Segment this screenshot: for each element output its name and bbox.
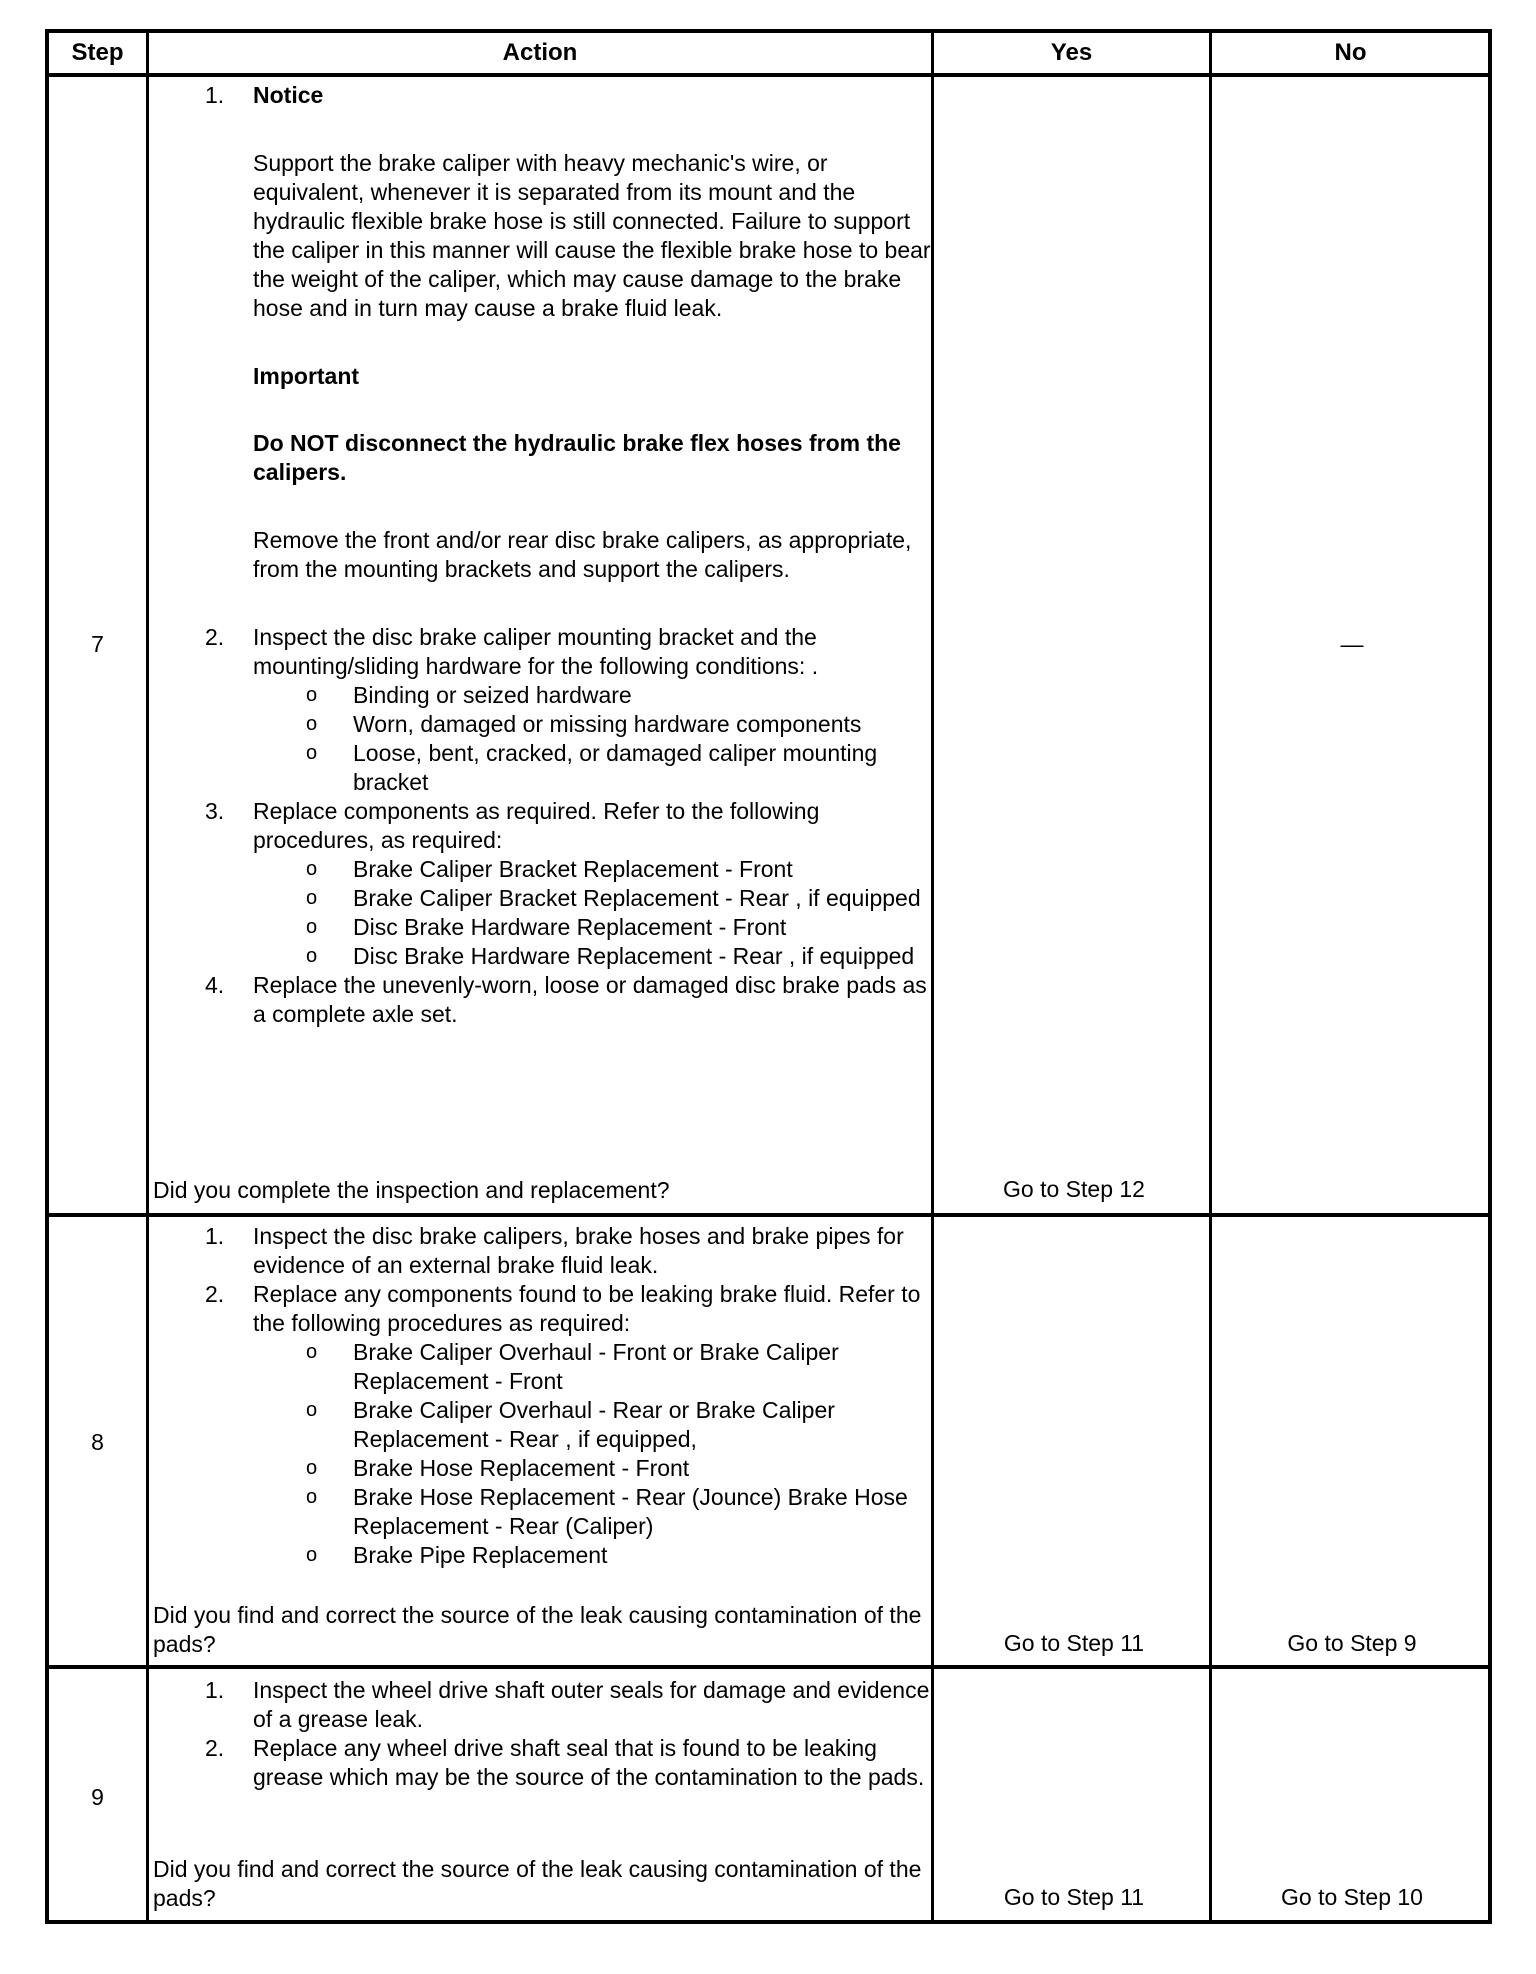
sub-list-item xyxy=(149,681,931,710)
sub-list-item-text: Brake Caliper Bracket Replacement - Front xyxy=(353,856,793,882)
step-number: 8 xyxy=(91,1429,104,1455)
list-number: 2. xyxy=(205,624,225,650)
bullet-icon: o xyxy=(306,1486,318,1508)
notice-heading: Notice xyxy=(253,82,324,108)
list-item-text: Inspect the disc brake calipers, brake hoses and brake pipes for evidence of an external brake fluid leak. xyxy=(253,1223,904,1278)
no-outcome: Go to Step 10 xyxy=(1281,1884,1423,1910)
sub-list-item xyxy=(149,913,931,942)
sub-list-item xyxy=(149,1396,931,1454)
step-number: 9 xyxy=(91,1784,104,1810)
list-item xyxy=(149,623,931,681)
question-text: Did you complete the inspection and replacement? xyxy=(153,1177,670,1203)
sub-list-item xyxy=(149,1454,931,1483)
sub-list-item xyxy=(149,884,931,913)
list-item xyxy=(149,797,931,855)
troubleshooting-table xyxy=(45,29,1492,1924)
sub-list-item-text: Brake Hose Replacement - Rear (Jounce) Brake Hose Replacement - Rear (Caliper) xyxy=(353,1484,908,1539)
sub-list-item xyxy=(149,1483,931,1541)
list-item xyxy=(149,1676,931,1734)
list-number: 2. xyxy=(205,1281,225,1307)
question-text: Did you find and correct the source of the leak causing contamination of the pads? xyxy=(153,1602,922,1657)
sub-list-item xyxy=(149,855,931,884)
yes-outcome: Go to Step 11 xyxy=(1003,1630,1145,1656)
sub-list-item xyxy=(149,739,931,797)
list-number: 2. xyxy=(205,1735,225,1761)
yes-outcome: Go to Step 12 xyxy=(1003,1176,1145,1202)
list-item-text: Replace components as required. Refer to the following procedures, as required: xyxy=(253,798,820,853)
no-outcome: Go to Step 9 xyxy=(1287,1630,1417,1656)
list-number: 1. xyxy=(205,1223,225,1249)
sub-list-item xyxy=(149,710,931,739)
bullet-icon: o xyxy=(306,887,318,909)
bullet-icon: o xyxy=(306,742,318,764)
bullet-icon: o xyxy=(306,858,318,880)
list-item-text: Replace any components found to be leaking brake fluid. Refer to the following procedures as required: xyxy=(253,1281,921,1336)
row-divider xyxy=(49,1665,1488,1669)
sub-list-item-text: Brake Caliper Overhaul - Front or Brake Caliper Replacement - Front xyxy=(353,1339,839,1394)
list-item xyxy=(149,81,931,110)
notice-text: Support the brake caliper with heavy mechanic's wire, or equivalent, whenever it is separated from its mount and the hydraulic flexible brake hose is still connected. Failure to support the caliper in this manner will cause the flexible brake hose to bear the weight of the caliper, which may cause damage to the brake hose and in turn may cause a brake fluid leak. xyxy=(253,150,931,321)
list-item-text: Replace any wheel drive shaft seal that is found to be leaking grease which may be the source of the contamination to the pads. xyxy=(253,1735,925,1790)
bullet-icon: o xyxy=(306,916,318,938)
bullet-icon: o xyxy=(306,713,318,735)
row-divider xyxy=(49,1213,1488,1217)
bullet-icon: o xyxy=(306,684,318,706)
header-divider xyxy=(49,73,1488,77)
question-text: Did you find and correct the source of the leak causing contamination of the pads? xyxy=(153,1856,922,1911)
sub-list-item-text: Brake Caliper Bracket Replacement - Rear , if equipped xyxy=(353,885,921,911)
sub-list-item-text: Disc Brake Hardware Replacement - Front xyxy=(353,914,787,940)
header-yes: Yes xyxy=(1050,39,1093,66)
header-action: Action xyxy=(502,39,578,66)
sub-list-item-text: Binding or seized hardware xyxy=(353,682,632,708)
important-text: Do NOT disconnect the hydraulic brake flex hoses from the calipers. xyxy=(253,430,901,485)
header-step: Step xyxy=(71,39,124,66)
header-no: No xyxy=(1334,39,1367,66)
sub-list-item xyxy=(149,942,931,971)
list-item-text: Remove the front and/or rear disc brake calipers, as appropriate, from the mounting brackets and support the calipers. xyxy=(253,527,912,582)
sub-list-item-text: Loose, bent, cracked, or damaged caliper mounting bracket xyxy=(353,740,878,795)
bullet-icon: o xyxy=(306,1399,318,1421)
bullet-icon: o xyxy=(306,1457,318,1479)
sub-list-item-text: Worn, damaged or missing hardware components xyxy=(353,711,862,737)
bullet-icon: o xyxy=(306,1544,318,1566)
list-number: 3. xyxy=(205,798,225,824)
list-item xyxy=(149,1222,931,1280)
sub-list-item xyxy=(149,1541,931,1570)
list-number: 1. xyxy=(205,82,225,108)
sub-list-item-text: Disc Brake Hardware Replacement - Rear , if equipped xyxy=(353,943,915,969)
sub-list-item-text: Brake Hose Replacement - Front xyxy=(353,1455,690,1481)
sub-list-item xyxy=(149,1338,931,1396)
action-cell-step-9 xyxy=(149,1676,931,1792)
list-number: 4. xyxy=(205,972,225,998)
list-item-text: Replace the unevenly-worn, loose or damaged disc brake pads as a complete axle set. xyxy=(253,972,927,1027)
list-item xyxy=(149,1280,931,1338)
step-number: 7 xyxy=(91,631,104,657)
action-cell-step-8 xyxy=(149,1222,931,1570)
list-item-text: Inspect the wheel drive shaft outer seals for damage and evidence of a grease leak. xyxy=(253,1677,930,1732)
list-item-text: Inspect the disc brake caliper mounting bracket and the mounting/sliding hardware for the following conditions: . xyxy=(253,624,819,679)
important-heading: Important xyxy=(253,363,360,389)
action-cell-step-7 xyxy=(149,81,931,1029)
bullet-icon: o xyxy=(306,945,318,967)
list-item xyxy=(149,1734,931,1792)
sub-list-item-text: Brake Pipe Replacement xyxy=(353,1542,608,1568)
no-outcome: — xyxy=(1340,631,1364,657)
yes-outcome: Go to Step 11 xyxy=(1003,1884,1145,1910)
list-number: 1. xyxy=(205,1677,225,1703)
sub-list-item-text: Brake Caliper Overhaul - Rear or Brake Caliper Replacement - Rear , if equipped, xyxy=(353,1397,835,1452)
list-item xyxy=(149,971,931,1029)
bullet-icon: o xyxy=(306,1341,318,1363)
